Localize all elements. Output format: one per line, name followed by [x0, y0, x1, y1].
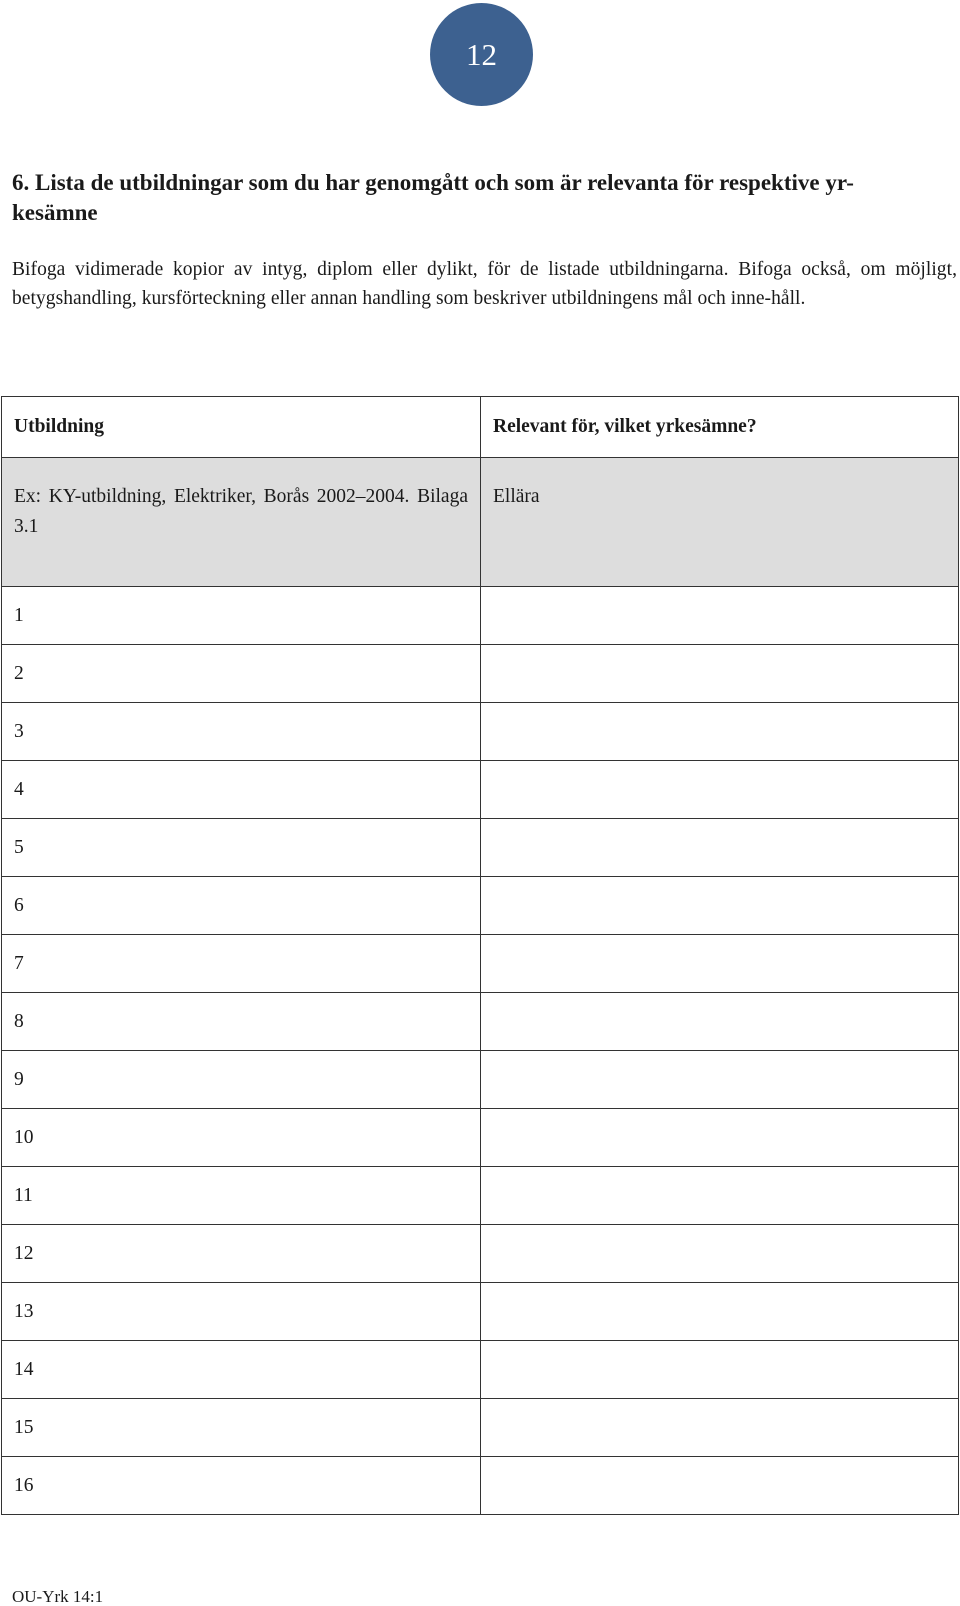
row-number: 3 — [14, 720, 24, 742]
row-number: 5 — [14, 836, 24, 858]
table-row — [2, 1341, 959, 1399]
relevant-for-cell[interactable] — [481, 1051, 959, 1109]
row-number: 13 — [14, 1300, 34, 1322]
table-row — [2, 761, 959, 819]
relevant-for-cell[interactable] — [481, 1167, 959, 1225]
page-number: 12 — [466, 36, 497, 72]
row-number: 6 — [14, 894, 24, 916]
example-relevant-cell: Ellära — [481, 458, 959, 587]
table-row — [2, 645, 959, 703]
table-row — [2, 819, 959, 877]
page-number-badge — [430, 3, 533, 106]
example-prefix: Ex: — [14, 486, 42, 507]
relevant-for-cell[interactable] — [481, 819, 959, 877]
education-cell[interactable] — [2, 1399, 481, 1457]
education-cell[interactable] — [2, 1225, 481, 1283]
relevant-for-cell[interactable] — [481, 1109, 959, 1167]
relevant-for-cell[interactable] — [481, 587, 959, 645]
relevant-for-cell[interactable] — [481, 1283, 959, 1341]
table-row — [2, 877, 959, 935]
education-cell[interactable] — [2, 1051, 481, 1109]
form-code-footer: OU-Yrk 14:1 — [12, 1587, 104, 1606]
relevant-for-cell[interactable] — [481, 1457, 959, 1515]
instructions-paragraph: Bifoga vidimerade kopior av intyg, diplom eller dylikt, för de listade utbildningarna. Bifoga också, om möjligt, betygshandling, kursförteckning eller annan handling som beskriver utbildningens mål och inne-håll. — [12, 259, 957, 309]
row-number: 11 — [14, 1184, 33, 1206]
education-cell[interactable] — [2, 587, 481, 645]
education-cell[interactable] — [2, 935, 481, 993]
relevant-for-cell[interactable] — [481, 935, 959, 993]
education-table — [1, 396, 959, 1515]
row-number: 12 — [14, 1242, 34, 1264]
table-row — [2, 1109, 959, 1167]
table-row — [2, 1051, 959, 1109]
row-number: 1 — [14, 604, 24, 626]
row-number: 10 — [14, 1126, 34, 1148]
table-row — [2, 993, 959, 1051]
column-header-relevant-for: Relevant för, vilket yrkesämne? — [481, 397, 959, 458]
education-cell[interactable] — [2, 1167, 481, 1225]
education-cell[interactable] — [2, 1341, 481, 1399]
row-number: 2 — [14, 662, 24, 684]
education-cell[interactable] — [2, 877, 481, 935]
row-number: 15 — [14, 1416, 34, 1438]
table-row — [2, 1225, 959, 1283]
education-cell[interactable] — [2, 993, 481, 1051]
table-row — [2, 1283, 959, 1341]
education-cell[interactable] — [2, 761, 481, 819]
row-number: 8 — [14, 1010, 24, 1032]
row-number: 4 — [14, 778, 24, 800]
education-cell[interactable] — [2, 1283, 481, 1341]
relevant-for-cell[interactable] — [481, 645, 959, 703]
education-cell[interactable] — [2, 1109, 481, 1167]
row-number: 9 — [14, 1068, 24, 1090]
row-number: 16 — [14, 1474, 34, 1496]
education-cell[interactable] — [2, 703, 481, 761]
table-header-row — [2, 397, 959, 458]
table-row — [2, 1457, 959, 1515]
education-cell[interactable] — [2, 1457, 481, 1515]
relevant-for-cell[interactable] — [481, 761, 959, 819]
row-number: 7 — [14, 952, 24, 974]
table-row — [2, 935, 959, 993]
example-row — [2, 458, 959, 587]
column-header-education: Utbildning — [2, 397, 481, 458]
row-number: 14 — [14, 1358, 34, 1380]
example-education-cell — [2, 458, 481, 587]
relevant-for-cell[interactable] — [481, 703, 959, 761]
relevant-for-cell[interactable] — [481, 993, 959, 1051]
table-row — [2, 1167, 959, 1225]
relevant-for-cell[interactable] — [481, 877, 959, 935]
table-row — [2, 1399, 959, 1457]
relevant-for-cell[interactable] — [481, 1225, 959, 1283]
section-heading: 6. Lista de utbildningar som du har genomgått och som är relevanta för respektive yr-kesämne — [12, 170, 854, 225]
relevant-for-cell[interactable] — [481, 1341, 959, 1399]
education-cell[interactable] — [2, 645, 481, 703]
table-row — [2, 587, 959, 645]
education-cell[interactable] — [2, 819, 481, 877]
example-education-text: KY-utbildning, Elektriker, Borås 2002–2004. Bilaga 3.1 — [14, 486, 468, 537]
table-row — [2, 703, 959, 761]
relevant-for-cell[interactable] — [481, 1399, 959, 1457]
